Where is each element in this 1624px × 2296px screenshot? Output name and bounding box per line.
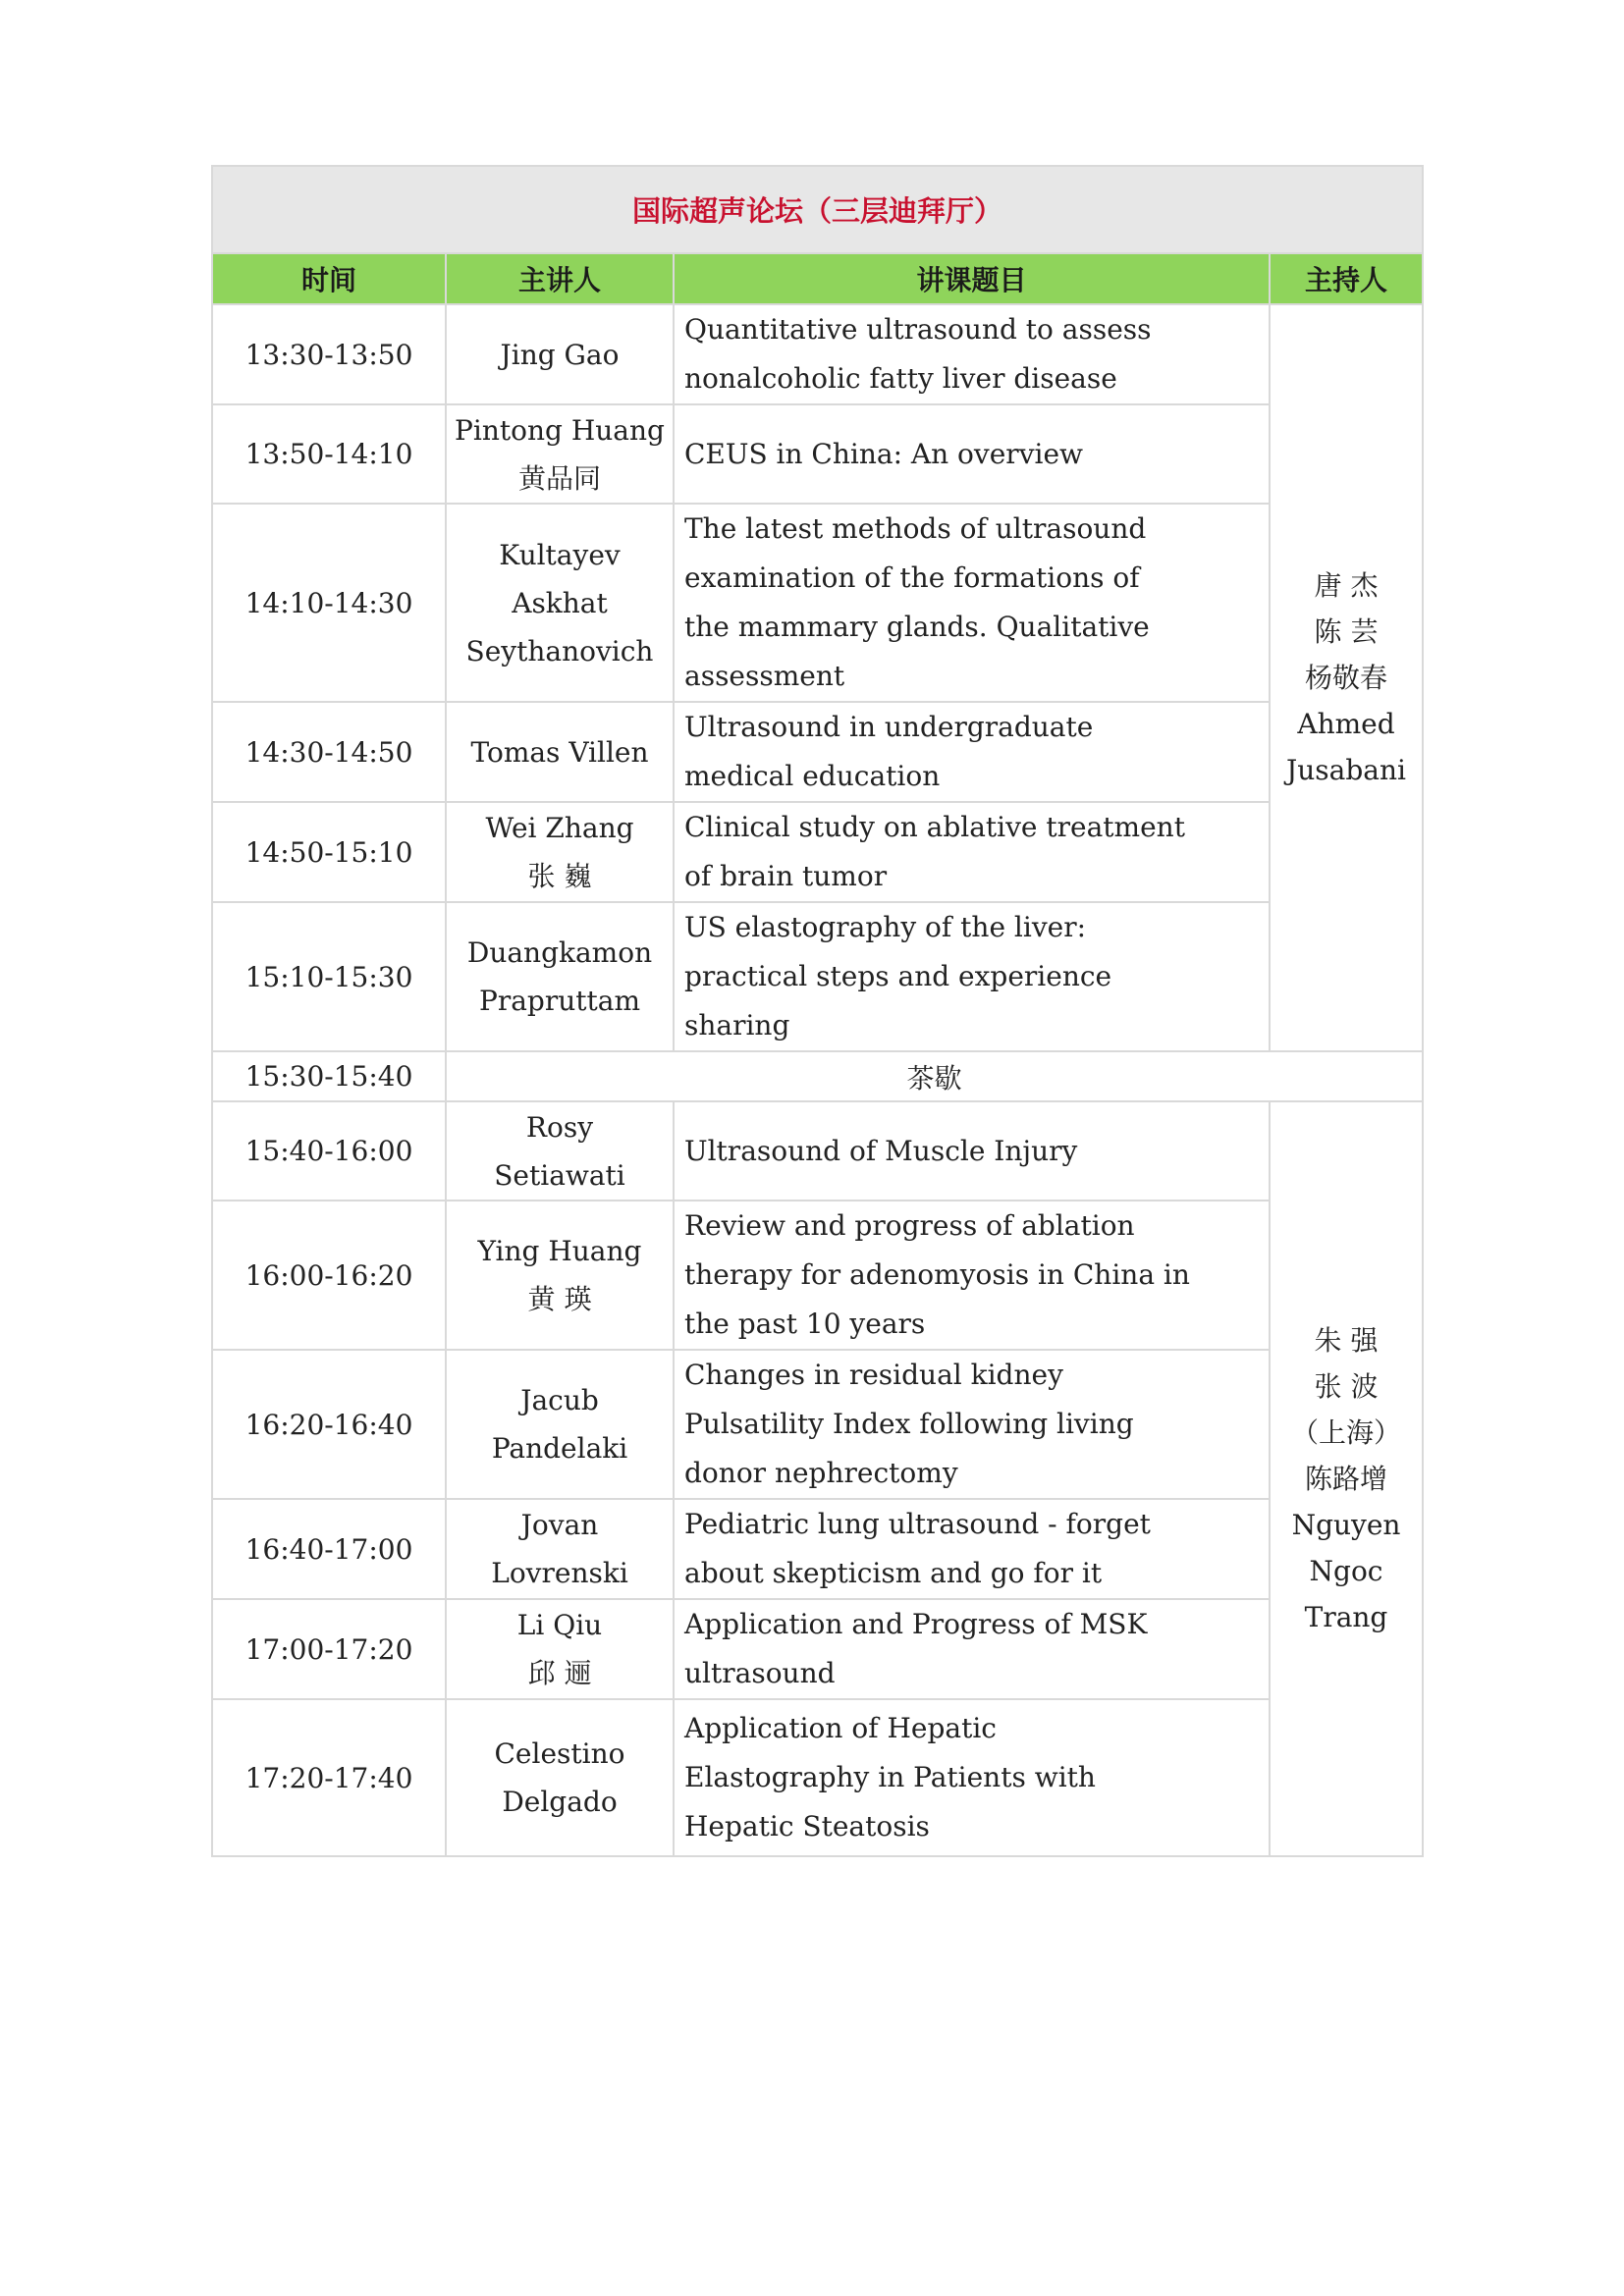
topic-line: about skepticism and go for it <box>684 1557 1103 1589</box>
speaker-name: Tomas Villen <box>470 735 649 769</box>
speaker-cell <box>446 1201 674 1350</box>
speaker-name: Wei Zhang <box>485 812 634 844</box>
time-cell: 14:10-14:30 <box>212 504 446 702</box>
table-row <box>212 304 1423 404</box>
topic-line: Application and Progress of MSK <box>684 1608 1148 1640</box>
time-cell: 14:30-14:50 <box>212 702 446 802</box>
speaker-name: Celestino <box>494 1737 625 1770</box>
header-host: 主持人 <box>1270 253 1423 304</box>
topic-line: the mammary glands. Qualitative <box>684 611 1150 643</box>
topic-line: nonalcoholic fatty liver disease <box>684 362 1117 395</box>
host-name: Nguyen <box>1291 1509 1401 1541</box>
break-label: 茶歇 <box>446 1051 1423 1101</box>
speaker-name: Duangkamon <box>466 936 653 969</box>
speaker-cell <box>446 702 674 802</box>
speaker-name: Setiawati <box>494 1158 625 1192</box>
topic-cell <box>674 1101 1270 1201</box>
table-row <box>212 702 1423 802</box>
topic-cell <box>674 702 1270 802</box>
host-name: Ahmed <box>1297 708 1395 740</box>
topic-line: sharing <box>684 1009 790 1041</box>
speaker-name: 张 巍 <box>527 860 592 892</box>
host-cell-session-2 <box>1270 1101 1423 1856</box>
speaker-name: Prapruttam <box>478 985 640 1017</box>
topic-line: Hepatic Steatosis <box>684 1810 930 1842</box>
table-row <box>212 1350 1423 1499</box>
topic-line: the past 10 years <box>684 1308 926 1340</box>
table-row <box>212 404 1423 504</box>
topic-cell <box>674 1201 1270 1350</box>
speaker-cell <box>446 1350 674 1499</box>
host-name: 唐 杰 <box>1314 569 1379 602</box>
topic-line: Pediatric lung ultrasound - forget <box>684 1508 1151 1540</box>
speaker-name: Kultayev <box>499 538 621 571</box>
speaker-name: 黄品同 <box>517 461 601 495</box>
topic-line: examination of the formations of <box>684 561 1140 594</box>
table-row <box>212 1101 1423 1201</box>
topic-line: The latest methods of ultrasound <box>684 512 1147 545</box>
speaker-name: Seythanovich <box>465 634 654 667</box>
speaker-name: Askhat <box>512 586 608 619</box>
topic-line: Ultrasound of Muscle Injury <box>684 1134 1078 1167</box>
speaker-cell <box>446 1499 674 1599</box>
host-name: 陈路增 <box>1305 1463 1388 1495</box>
speaker-name: Lovrenski <box>491 1557 628 1589</box>
topic-line: practical steps and experience <box>684 960 1112 992</box>
table-row <box>212 1599 1423 1699</box>
speaker-name: Pandelaki <box>491 1432 628 1465</box>
time-cell: 13:50-14:10 <box>212 404 446 504</box>
host-name: 陈 芸 <box>1314 615 1379 648</box>
speaker-name: Ying Huang <box>477 1235 642 1267</box>
time-cell: 14:50-15:10 <box>212 802 446 902</box>
speaker-name: 黄 瑛 <box>527 1283 592 1315</box>
host-name: （上海） <box>1291 1416 1402 1449</box>
time-cell: 17:00-17:20 <box>212 1599 446 1699</box>
host-name: 朱 强 <box>1314 1324 1379 1357</box>
host-name: 杨敬春 <box>1305 662 1388 694</box>
speaker-cell <box>446 504 674 702</box>
topic-line: US elastography of the liver: <box>684 911 1087 943</box>
time-cell: 16:00-16:20 <box>212 1201 446 1350</box>
speaker-name: Jing Gao <box>500 338 620 371</box>
speaker-cell <box>446 802 674 902</box>
time-cell: 16:40-17:00 <box>212 1499 446 1599</box>
table-row <box>212 1201 1423 1350</box>
topic-line: Ultrasound in undergraduate <box>684 711 1094 743</box>
topic-cell <box>674 902 1270 1051</box>
topic-cell <box>674 404 1270 504</box>
time-cell: 15:40-16:00 <box>212 1101 446 1201</box>
speaker-cell <box>446 902 674 1051</box>
topic-line: ultrasound <box>684 1657 836 1689</box>
topic-line: therapy for adenomyosis in China in <box>684 1258 1190 1291</box>
host-name: Jusabani <box>1286 754 1406 786</box>
table-row <box>212 1499 1423 1599</box>
time-cell: 17:20-17:40 <box>212 1699 446 1856</box>
time-cell: 15:30-15:40 <box>212 1051 446 1101</box>
speaker-cell <box>446 1599 674 1699</box>
topic-line: Quantitative ultrasound to assess <box>684 313 1152 346</box>
header-topic: 讲课题目 <box>674 253 1270 304</box>
break-row <box>212 1051 1423 1101</box>
speaker-name: Jovan <box>520 1509 599 1541</box>
speaker-cell <box>446 304 674 404</box>
topic-line: assessment <box>684 660 845 692</box>
table-row <box>212 902 1423 1051</box>
time-cell: 16:20-16:40 <box>212 1350 446 1499</box>
topic-line: Review and progress of ablation <box>684 1209 1135 1242</box>
speaker-name: Jacub <box>520 1384 599 1416</box>
host-name: Ngoc <box>1309 1555 1383 1587</box>
table-row <box>212 504 1423 702</box>
topic-line: Pulsatility Index following living <box>684 1408 1134 1440</box>
speaker-name: 邱 逦 <box>527 1657 592 1689</box>
topic-cell <box>674 1350 1270 1499</box>
speaker-name: Rosy <box>525 1110 594 1144</box>
header-speaker: 主讲人 <box>446 253 674 304</box>
host-cell-session-1 <box>1270 304 1423 1051</box>
speaker-name: Delgado <box>502 1786 618 1818</box>
topic-line: Application of Hepatic <box>684 1712 997 1744</box>
topic-line: Clinical study on ablative treatment <box>684 811 1185 843</box>
time-cell: 13:30-13:50 <box>212 304 446 404</box>
speaker-cell <box>446 1101 674 1201</box>
speaker-name: Li Qiu <box>516 1609 603 1641</box>
speaker-name: Pintong Huang <box>455 413 665 447</box>
schedule-table <box>211 165 1424 1857</box>
header-time: 时间 <box>212 253 446 304</box>
topic-cell <box>674 1499 1270 1599</box>
table-row <box>212 802 1423 902</box>
topic-line: Elastography in Patients with <box>684 1761 1096 1793</box>
topic-cell <box>674 504 1270 702</box>
topic-line: donor nephrectomy <box>684 1457 958 1489</box>
table-title: 国际超声论坛（三层迪拜厅） <box>212 166 1423 253</box>
table-row <box>212 1699 1423 1856</box>
topic-cell <box>674 802 1270 902</box>
host-name: 张 波 <box>1314 1370 1379 1403</box>
topic-line: medical education <box>684 760 941 792</box>
topic-line: of brain tumor <box>684 860 888 892</box>
speaker-cell <box>446 404 674 504</box>
topic-cell <box>674 1699 1270 1856</box>
topic-line: Changes in residual kidney <box>684 1359 1063 1391</box>
time-cell: 15:10-15:30 <box>212 902 446 1051</box>
topic-line: CEUS in China: An overview <box>684 437 1083 470</box>
topic-cell <box>674 304 1270 404</box>
host-name: Trang <box>1304 1601 1388 1633</box>
speaker-cell <box>446 1699 674 1856</box>
topic-cell <box>674 1599 1270 1699</box>
